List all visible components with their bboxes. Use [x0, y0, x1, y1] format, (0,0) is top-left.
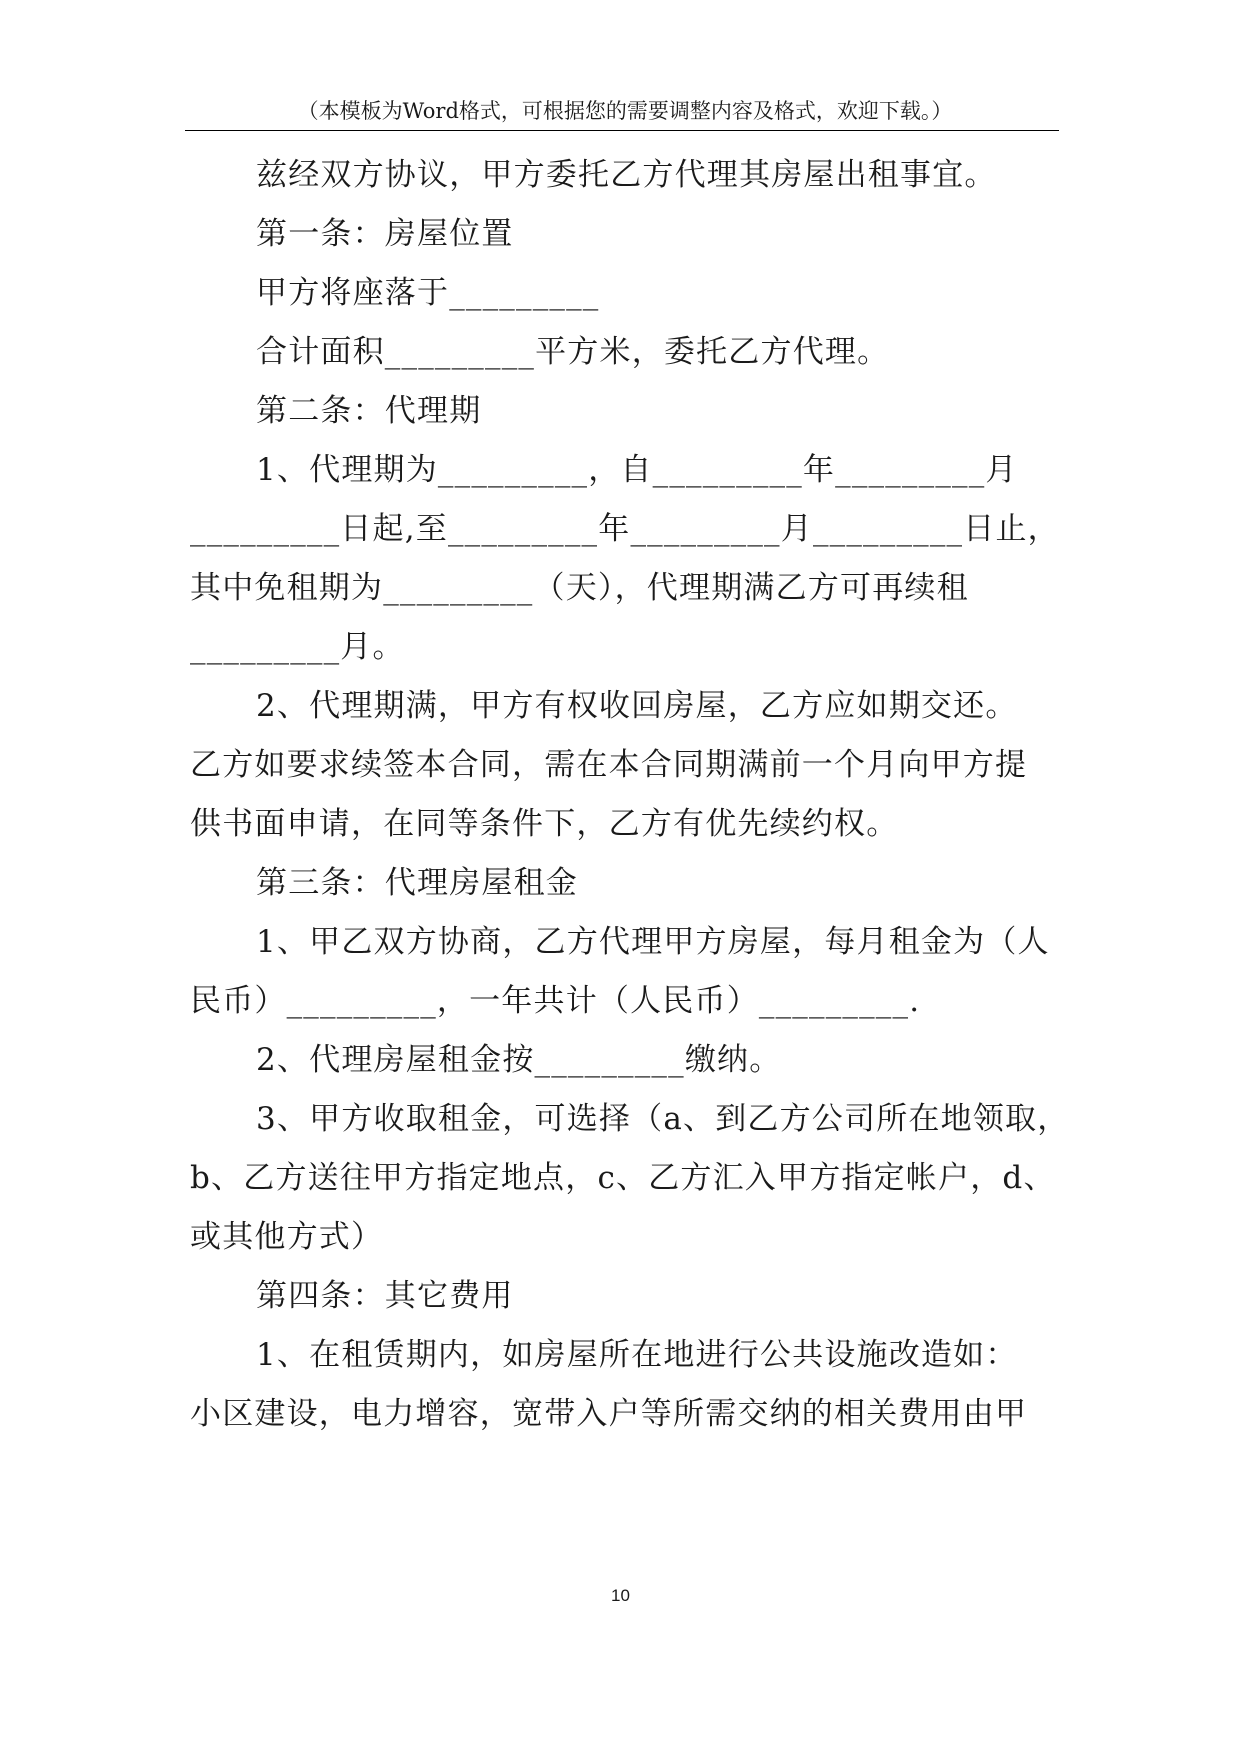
article-2-heading: 第二条：代理期 [256, 393, 482, 429]
article-4-heading: 第四条：其它费用 [256, 1278, 514, 1314]
agency-period-line: _________月。 [190, 629, 405, 665]
header-divider [185, 130, 1059, 131]
page-number: 10 [611, 1586, 630, 1605]
agency-expiry-line: 2、代理期满，甲方有权收回房屋，乙方应如期交还。 [256, 688, 1018, 724]
other-fees-line: 小区建设，电力增容，宽带入户等所需交纳的相关费用由甲 [190, 1396, 1028, 1432]
rent-amount-line: 民币）_________，一年共计（人民币）_________. [190, 983, 921, 1019]
rent-payment-line: 2、代理房屋租金按_________缴纳。 [256, 1042, 782, 1078]
article-3-heading: 第三条：代理房屋租金 [256, 865, 578, 901]
property-location-line: 甲方将座落于_________ [256, 275, 600, 311]
agency-expiry-line: 乙方如要求续签本合同，需在本合同期满前一个月向甲方提 [190, 747, 1028, 783]
rent-collection-line: 3、甲方收取租金，可选择（a、到乙方公司所在地领取， [256, 1101, 1070, 1137]
property-area-line: 合计面积_________平方米，委托乙方代理。 [256, 334, 890, 370]
rent-collection-line: 或其他方式） [190, 1219, 384, 1255]
other-fees-line: 1、在租赁期内，如房屋所在地进行公共设施改造如： [256, 1337, 1018, 1373]
rent-amount-line: 1、甲乙双方协商，乙方代理甲方房屋，每月租金为（人 [256, 924, 1050, 960]
paragraph-intro: 兹经双方协议，甲方委托乙方代理其房屋出租事宜。 [256, 157, 997, 193]
agency-expiry-line: 供书面申请，在同等条件下，乙方有优先续约权。 [190, 806, 899, 842]
article-1-heading: 第一条：房屋位置 [256, 216, 514, 252]
rent-collection-line: b、乙方送往甲方指定地点，c、乙方汇入甲方指定帐户，d、 [190, 1160, 1056, 1196]
agency-period-line: 其中免租期为_________（天），代理期满乙方可再续租 [190, 570, 969, 606]
template-note-header: （本模板为Word格式，可根据您的需要调整内容及格式，欢迎下载。） [297, 99, 953, 123]
agency-period-line: _________日起,至_________年_________月_________日止， [190, 511, 1060, 547]
agency-period-line: 1、代理期为_________，自_________年_________月 [256, 452, 1018, 488]
